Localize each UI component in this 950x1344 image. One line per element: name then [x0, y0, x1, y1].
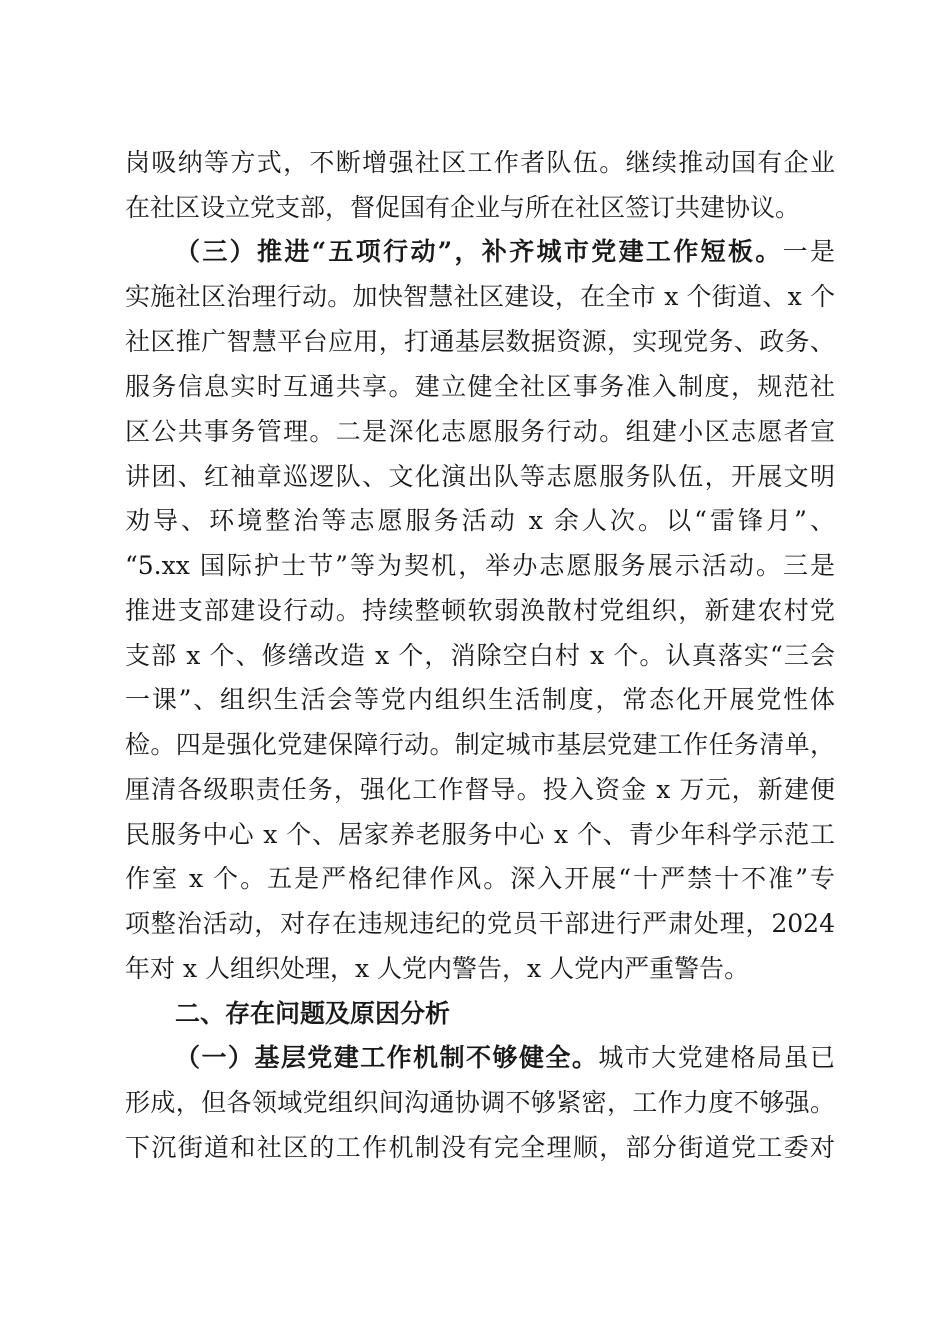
section-heading: 二、存在问题及原因分析: [175, 999, 451, 1028]
paragraph-lead-line: [175, 230, 835, 274]
paragraph-line: 推进支部建设行动。持续整顿软弱涣散村党组织，新建农村党: [125, 596, 835, 625]
paragraph-line: 项整治活动，对存在违规违纪的党员干部进行严肃处理，2024: [125, 909, 835, 938]
paragraph-line: 社区推广智慧平台应用，打通基层数据资源，实现党务、政务、: [125, 327, 835, 356]
paragraph-line: 支部 x 个、修缮改造 x 个，消除空白村 x 个。认真落实“三会: [125, 641, 835, 670]
paragraph-line: 厘清各级职责任务，强化工作督导。投入资金 x 万元，新建便: [125, 775, 835, 804]
paragraph-lead-text: 一是: [782, 237, 835, 266]
paragraph-line: 岗吸纳等方式，不断增强社区工作者队伍。继续推动国有企业: [125, 148, 835, 177]
paragraph-lead-line: [175, 1036, 835, 1080]
paragraph-lead-bold: （三）推进“五项行动”，补齐城市党建工作短板。: [175, 237, 783, 266]
paragraph-line: 实施社区治理行动。加快智慧社区建设，在全市 x 个街道、x 个: [125, 282, 835, 311]
paragraph-line: 下沉街道和社区的工作机制没有完全理顺，部分街道党工委对: [125, 1133, 835, 1162]
paragraph-line: 劝导、环境整治等志愿服务活动 x 余人次。以“雷锋月”、: [125, 506, 835, 535]
paragraph-lead-text: 城市大党建格局虽已: [598, 1043, 835, 1072]
paragraph-line: 年对 x 人组织处理，x 人党内警告，x 人党内严重警告。: [125, 954, 750, 983]
paragraph-lead-bold: （一）基层党建工作机制不够健全。: [175, 1043, 599, 1072]
paragraph-line: 民服务中心 x 个、居家养老服务中心 x 个、青少年科学示范工: [125, 820, 835, 849]
paragraph-line: 讲团、红袖章巡逻队、文化演出队等志愿服务队伍，开展文明: [125, 462, 835, 491]
paragraph-line: 一课”、组织生活会等党内组织生活制度，常态化开展党性体: [125, 685, 835, 714]
paragraph-line: 作室 x 个。五是严格纪律作风。深入开展“十严禁十不准”专: [125, 864, 835, 893]
paragraph-line: 形成，但各领域党组织间沟通协调不够紧密，工作力度不够强。: [125, 1088, 835, 1117]
paragraph-line: 在社区设立党支部，督促国有企业与所在社区签订共建协议。: [125, 193, 801, 222]
paragraph-line: 检。四是强化党建保障行动。制定城市基层党建工作任务清单，: [125, 730, 835, 759]
paragraph-line: 服务信息实时互通共享。建立健全社区事务准入制度，规范社: [125, 372, 835, 401]
paragraph-line: “5.xx 国际护士节”等为契机，举办志愿服务展示活动。三是: [125, 551, 835, 580]
paragraph-line: 区公共事务管理。二是深化志愿服务行动。组建小区志愿者宣: [125, 417, 835, 446]
